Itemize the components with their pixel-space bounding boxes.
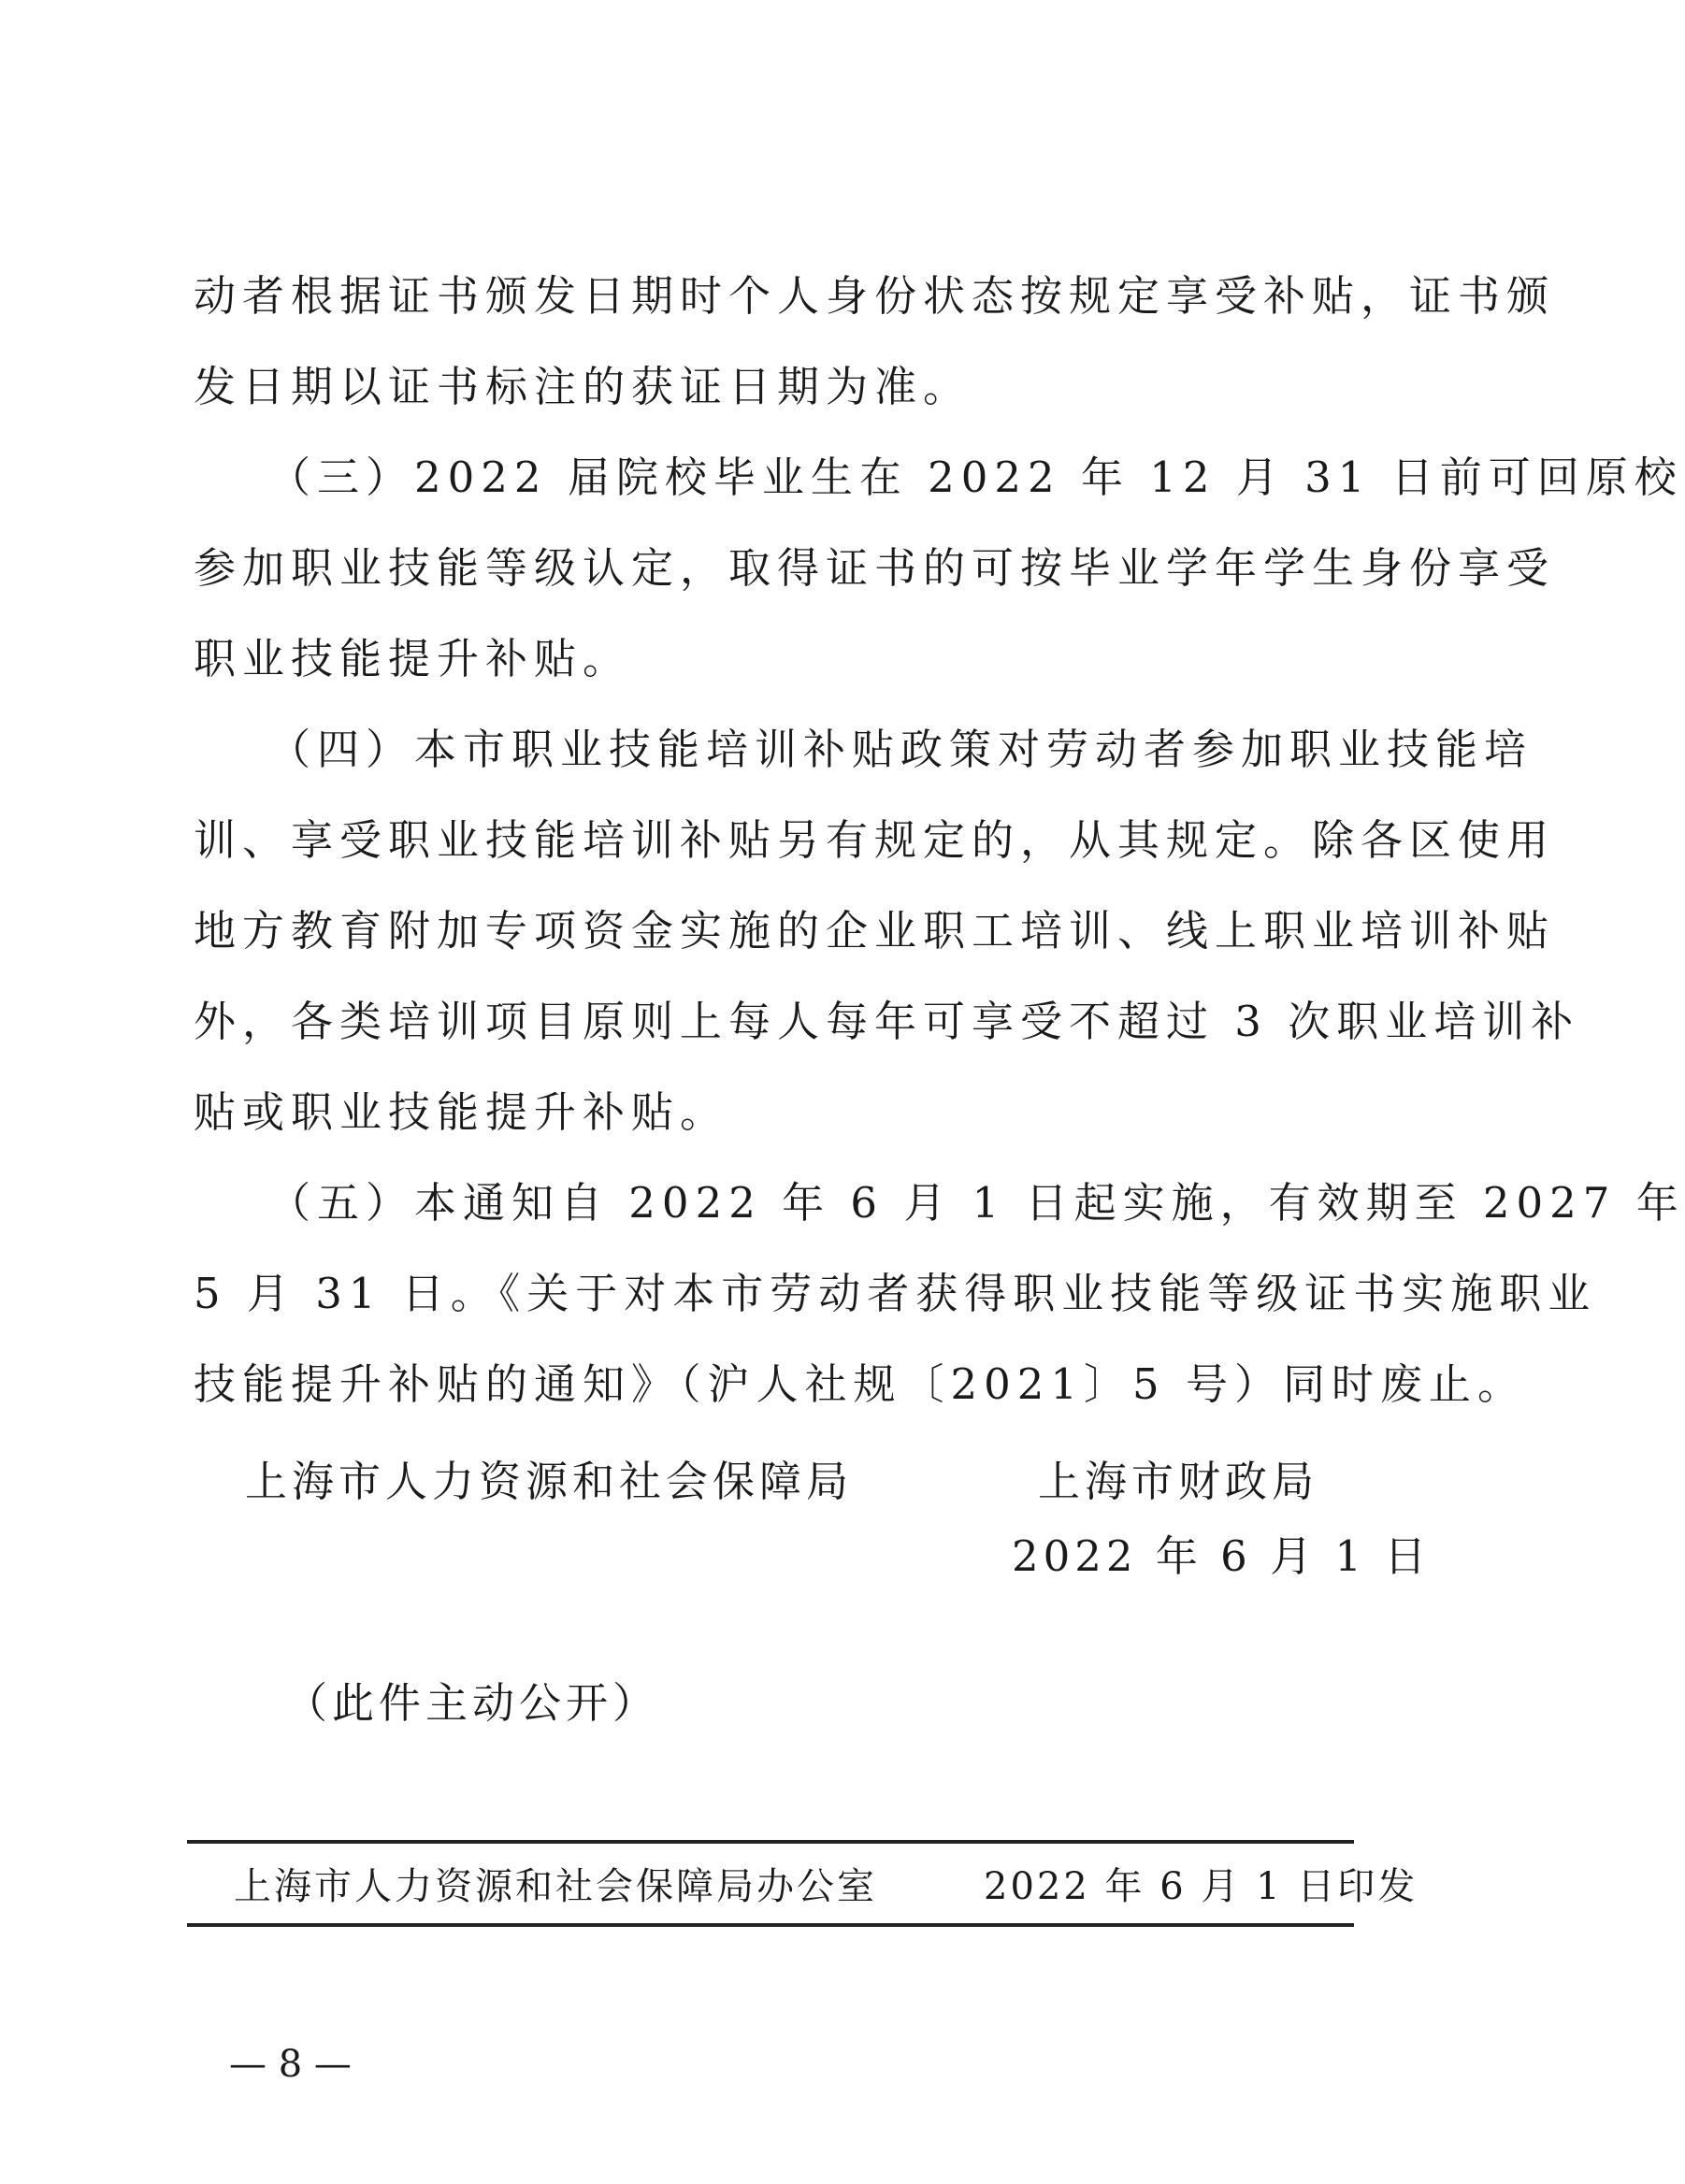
body-line: 地方教育附加专项资金实施的企业职工培训、线上职业培训补贴 [194,906,1556,956]
signature-date: 2022 年 6 月 1 日 [1012,1531,1432,1581]
body-line: 外，各类培训项目原则上每人每年可享受不超过 3 次职业培训补 [194,997,1580,1046]
body-line: 职业技能提升补贴。 [194,634,632,683]
paragraph-three-start: （三）2022 届院校毕业生在 2022 年 12 月 31 日前可回原校 [268,453,1683,502]
body-line: 贴或职业技能提升补贴。 [194,1087,729,1137]
paragraph-four-start: （四）本市职业技能培训补贴政策对劳动者参加职业技能培 [268,725,1534,774]
body-line: 5 月 31 日。《关于对本市劳动者获得职业技能等级证书实施职业 [194,1269,1597,1318]
body-line: 动者根据证书颁发日期时个人身份状态按规定享受补贴，证书颁 [194,271,1556,321]
footer-bottom-rule [187,1923,1354,1927]
footer-issue-date: 2022 年 6 月 1 日印发 [984,1865,1419,1908]
body-line: 技能提升补贴的通知》（沪人社规〔2021〕5 号）同时废止。 [194,1359,1526,1409]
body-text [194,251,1685,1430]
page-number: — 8 — [229,2043,352,2086]
footer-issuing-office: 上海市人力资源和社会保障局办公室 [234,1865,877,1908]
body-line: 参加职业技能等级认定，取得证书的可按毕业学年学生身份享受 [194,543,1556,593]
signature-hrss-bureau: 上海市人力资源和社会保障局 [245,1457,854,1506]
footer-top-rule [187,1840,1354,1844]
paragraph-five-start: （五）本通知自 2022 年 6 月 1 日起实施，有效期至 2027 年 [268,1178,1685,1228]
body-line: 发日期以证书标注的获证日期为准。 [194,362,972,411]
signature-finance-bureau: 上海市财政局 [1038,1457,1319,1506]
disclosure-note: （此件主动公开） [285,1678,660,1728]
body-line: 训、享受职业技能培训补贴另有规定的，从其规定。除各区使用 [194,815,1556,865]
